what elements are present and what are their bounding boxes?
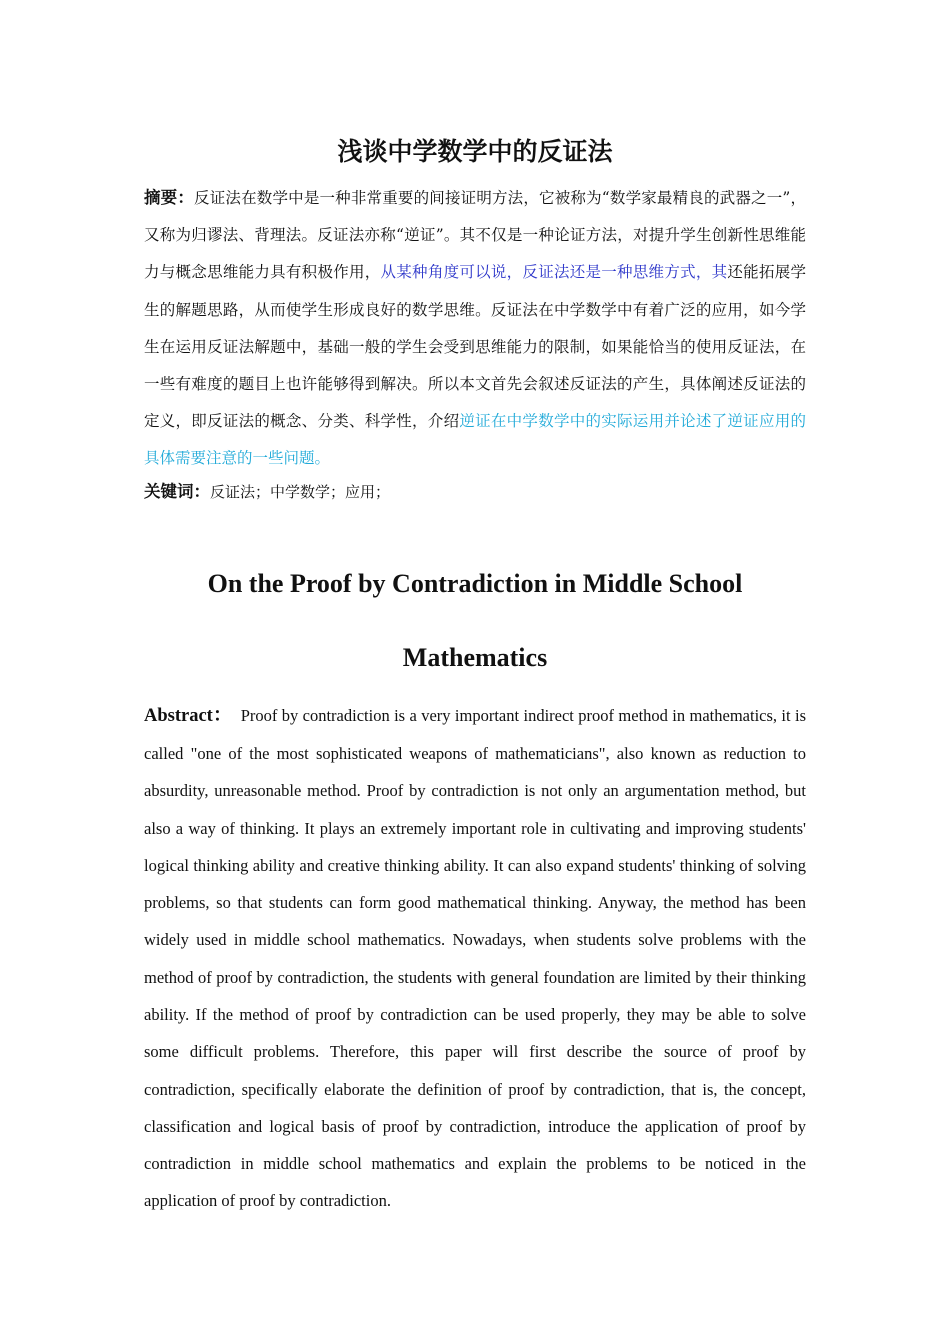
english-abstract-text: Proof by contradiction is a very important indirect proof method in mathematics, it is called "one of the most sophisticated weapons of mathematicians", also known as reduction to absurdity, unreasonable method. Proof by contradiction is not only an argumentation method, but also a way of thinking. It plays an extremely important role in cultivating and improving students' logical thinking ability and creative thinking ability. It can also expand students' thinking of solving problems, so that students can form good mathematical thinking. Anyway, the method has been widely used in middle school mathematics. Nowadays, when students solve problems with the method of proof by contradiction, the students with general foundation are limited by their thinking ability. If the method of proof by contradiction can be used properly, they may be able to solve some difficult problems. Therefore, this paper will first describe the source of proof by contradiction, specifically elaborate the definition of proof by contradiction, that is, the concept, classification and logical basis of proof by contradiction, introduce the application of proof by contradiction in middle school mathematics and explain the problems to be noticed in the application of proof by contradiction.: [144, 705, 807, 1211]
chinese-keywords: [144, 475, 806, 509]
chinese-abstract-text-highlight-blue: 从某种角度可以说，反证法还是一种思维方式，其: [380, 263, 728, 282]
english-title-line-1: On the Proof by Contradiction in Middle School: [207, 568, 743, 598]
english-title: [144, 547, 806, 695]
chinese-keywords-text: 反证法；中学数学；应用；: [210, 482, 391, 501]
chinese-abstract-text-1: 反证法在数学中是一种非常重要的间接证明方法，它被称为“数学家最精良的武器之一”，又称为归谬法、背理法。反证法亦称“逆证”。其不仅是一种论证方法，对提升学生创新性思维能力与概念思维能力具有积极作用，: [144, 189, 806, 282]
chinese-abstract-text-2: 还能拓展学生的解题思路，从而使学生形成良好的数学思维。反证法在中学数学中有着广泛的应用，如今学生在运用反证法解题中，基础一般的学生会受到思维能力的限制，如果能恰当的使用反证法，在一些有难度的题目上也许能够得到解决。所以本文首先会叙述反证法的产生，具体阐述反证法的定义，即反证法的概念、分类、科学性，介绍: [144, 263, 806, 431]
english-title-line-2: Mathematics: [402, 642, 548, 672]
chinese-abstract: [144, 179, 806, 478]
chinese-abstract-text-highlight-cyan: 逆证在中学数学中的实际运用并论述了逆证应用的具体需要注意的一些问题。: [144, 412, 806, 468]
english-abstract-label: Abstract：: [144, 705, 232, 726]
document-page: [144, 128, 806, 1220]
english-abstract: [144, 697, 806, 1220]
chinese-title: 浅谈中学数学中的反证法: [337, 137, 613, 166]
chinese-keywords-label: 关键词：: [144, 481, 210, 501]
chinese-abstract-label: 摘要：: [144, 188, 195, 207]
